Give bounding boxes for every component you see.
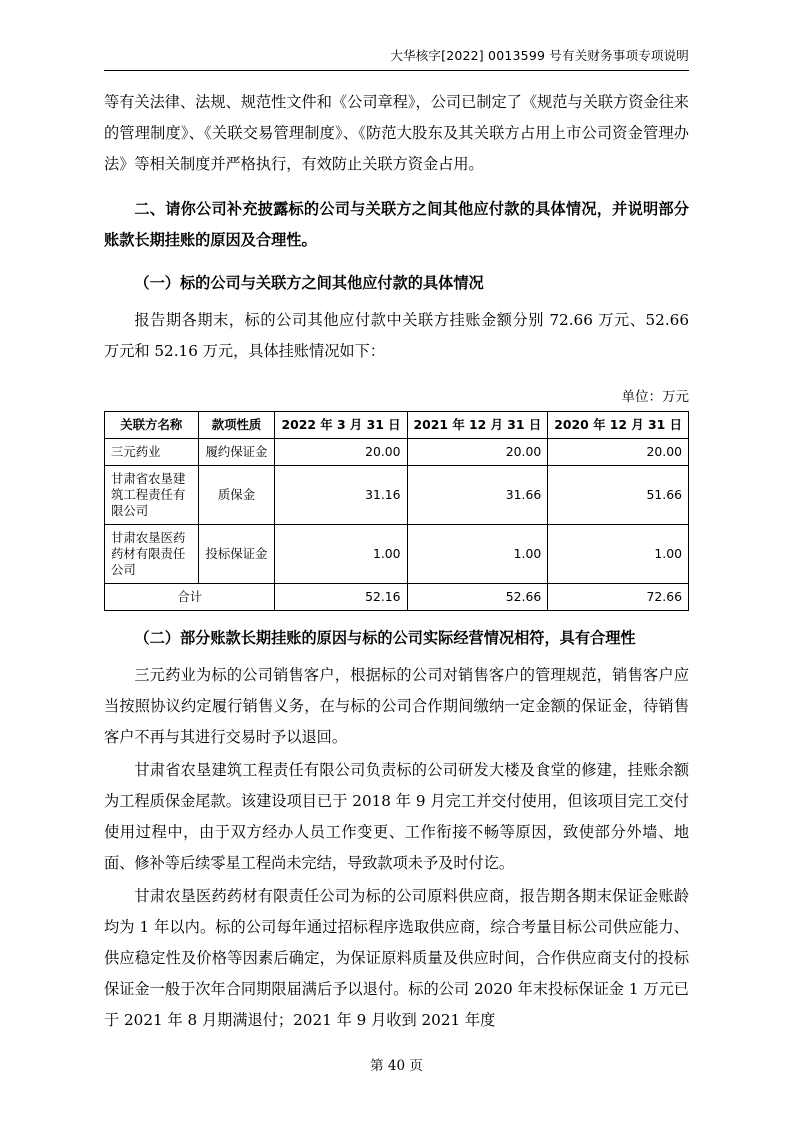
page-content bbox=[104, 46, 689, 1038]
cell-total-2021-12-31: 52.66 bbox=[407, 584, 548, 611]
paragraph-2: 报告期各期末，标的公司其他应付款中关联方挂账金额分别 72.66 万元、52.66 万元和 52.16 万元，具体挂账情况如下： bbox=[104, 311, 689, 360]
cell-total-2020-12-31: 72.66 bbox=[548, 584, 689, 611]
page-footer: 第 40 页 bbox=[370, 1058, 423, 1074]
col-payment-nature: 款项性质 bbox=[198, 412, 275, 439]
paragraph-3: 三元药业为标的公司销售客户，根据标的公司对销售客户的管理规范，销售客户应当按照协议约定履行销售义务，在与标的公司合作期间缴纳一定金额的保证金，待销售客户不再与其进行交易时予以退回。 bbox=[104, 666, 689, 746]
header-divider bbox=[104, 70, 689, 71]
cell-payment-nature: 投标保证金 bbox=[198, 525, 275, 584]
cell-party-name: 三元药业 bbox=[105, 439, 199, 466]
col-2021-12-31: 2021 年 12 月 31 日 bbox=[407, 412, 548, 439]
section-heading-2: 二、请你公司补充披露标的公司与关联方之间其他应付款的具体情况，并说明部分账款长期挂账的原因及合理性。 bbox=[104, 200, 689, 249]
table-header-row bbox=[105, 412, 689, 439]
col-2020-12-31: 2020 年 12 月 31 日 bbox=[548, 412, 689, 439]
paragraph-1: 等有关法律、法规、规范性文件和《公司章程》，公司已制定了《规范与关联方资金往来的管理制度》、《关联交易管理制度》、《防范大股东及其关联方占用上市公司资金管理办法》等相关制度并严格执行，有效防止关联方资金占用。 bbox=[104, 93, 689, 173]
table-unit-label: 单位：万元 bbox=[621, 389, 689, 405]
cell-party-name: 甘肃省农垦建筑工程责任有限公司 bbox=[105, 466, 199, 525]
table-row bbox=[105, 466, 689, 525]
subsection-heading-2: （二）部分账款长期挂账的原因与标的公司实际经营情况相符，具有合理性 bbox=[134, 629, 636, 647]
related-party-payables-table bbox=[104, 411, 689, 611]
cell-2022-03-31: 31.16 bbox=[275, 466, 407, 525]
cell-payment-nature: 质保金 bbox=[198, 466, 275, 525]
table-row bbox=[105, 439, 689, 466]
table-total-row bbox=[105, 584, 689, 611]
table-row bbox=[105, 525, 689, 584]
cell-payment-nature: 履约保证金 bbox=[198, 439, 275, 466]
paragraph-4: 甘肃省农垦建筑工程责任有限公司负责标的公司研发大楼及食堂的修建，挂账余额为工程质保金尾款。该建设项目已于 2018 年 9 月完工并交付使用，但该项目完工交付使用过程中，由于双方经办人员工作变更、工作衔接不畅等原因，致使部分外墙、地面、修补等后续零星工程尚未完结，导致款项未予及时付讫。 bbox=[104, 761, 689, 872]
cell-2021-12-31: 1.00 bbox=[407, 525, 548, 584]
cell-2021-12-31: 20.00 bbox=[407, 439, 548, 466]
cell-2020-12-31: 51.66 bbox=[548, 466, 689, 525]
cell-total-2022-03-31: 52.16 bbox=[275, 584, 407, 611]
cell-2022-03-31: 20.00 bbox=[275, 439, 407, 466]
cell-2020-12-31: 20.00 bbox=[548, 439, 689, 466]
col-party-name: 关联方名称 bbox=[105, 412, 199, 439]
cell-2020-12-31: 1.00 bbox=[548, 525, 689, 584]
paragraph-5: 甘肃农垦医药药材有限责任公司为标的公司原料供应商，报告期各期末保证金账龄均为 1 年以内。标的公司每年通过招标程序选取供应商，综合考量目标公司供应能力、供应稳定性及价格等因素后确定，为保证原料质量及供应时间，合作供应商支付的投标保证金一般于次年合同期限届满后予以退付。标的公司 2020 年末投标保证金 1 万元已于 2021 年 8 月期满退付；2021 年 9 月收到 2021 年度 bbox=[104, 887, 689, 1029]
subsection-heading-1: （一）标的公司与关联方之间其他应付款的具体情况 bbox=[134, 274, 484, 292]
cell-2021-12-31: 31.66 bbox=[407, 466, 548, 525]
cell-total-label: 合计 bbox=[105, 584, 275, 611]
page-header: 大华核字[2022] 0013599 号有关财务事项专项说明 bbox=[390, 48, 689, 63]
col-2022-03-31: 2022 年 3 月 31 日 bbox=[275, 412, 407, 439]
cell-2022-03-31: 1.00 bbox=[275, 525, 407, 584]
cell-party-name: 甘肃农垦医药药材有限责任公司 bbox=[105, 525, 199, 584]
